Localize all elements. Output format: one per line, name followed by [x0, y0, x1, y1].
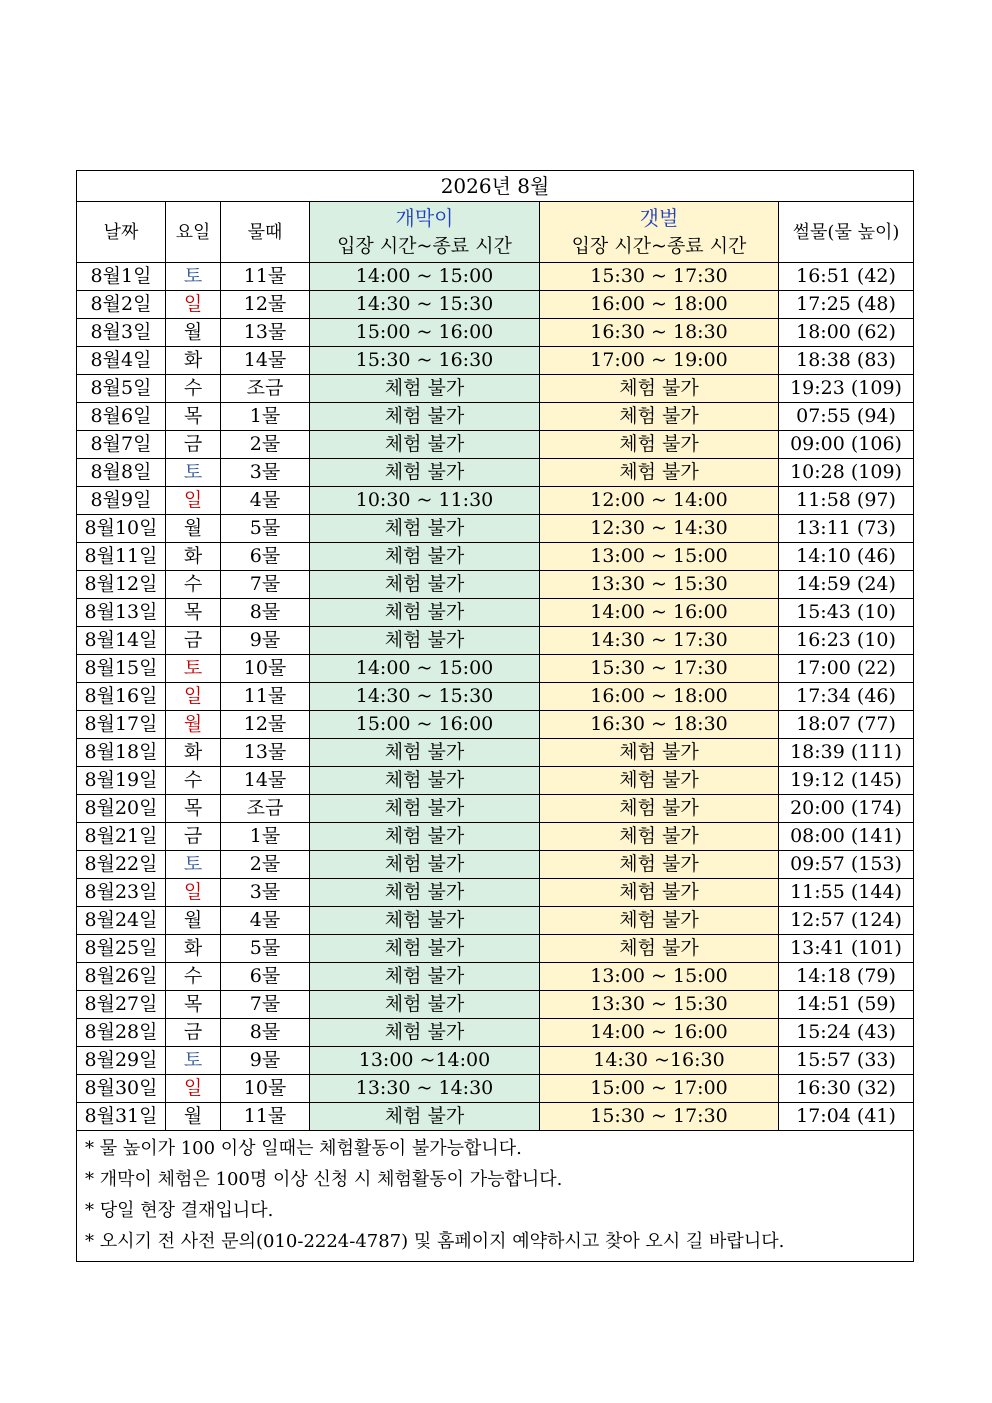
- tide-cell: 11물: [221, 263, 310, 291]
- flat-time-cell: 14:00 ~ 16:00: [540, 599, 779, 627]
- table-row: [77, 1019, 914, 1047]
- flat-time-cell: 체험 불가: [540, 795, 779, 823]
- mudflat-time-cell: 15:30 ~ 16:30: [310, 347, 540, 375]
- weekday-cell: 토: [166, 655, 221, 683]
- date-cell: 8월10일: [77, 515, 166, 543]
- low-tide-cell: 12:57 (124): [779, 907, 914, 935]
- date-cell: 8월21일: [77, 823, 166, 851]
- tide-cell: 10물: [221, 655, 310, 683]
- weekday-cell: 월: [166, 1103, 221, 1131]
- mudflat-time-cell: 체험 불가: [310, 599, 540, 627]
- flat-time-cell: 체험 불가: [540, 935, 779, 963]
- mudflat-group-title: 개막이: [395, 206, 454, 230]
- tide-cell: 조금: [221, 375, 310, 403]
- low-tide-cell: 16:30 (32): [779, 1075, 914, 1103]
- low-tide-cell: 11:58 (97): [779, 487, 914, 515]
- date-cell: 8월28일: [77, 1019, 166, 1047]
- low-tide-cell: 17:04 (41): [779, 1103, 914, 1131]
- flat-time-cell: 13:00 ~ 15:00: [540, 543, 779, 571]
- header-mudflat-group: [310, 202, 540, 263]
- weekday-cell: 목: [166, 403, 221, 431]
- weekday-cell: 수: [166, 571, 221, 599]
- flat-time-cell: 16:00 ~ 18:00: [540, 683, 779, 711]
- flat-time-cell: 17:00 ~ 19:00: [540, 347, 779, 375]
- low-tide-cell: 15:24 (43): [779, 1019, 914, 1047]
- low-tide-cell: 09:57 (153): [779, 851, 914, 879]
- tide-cell: 1물: [221, 823, 310, 851]
- table-row: [77, 907, 914, 935]
- mudflat-time-cell: 체험 불가: [310, 935, 540, 963]
- tide-cell: 10물: [221, 1075, 310, 1103]
- table-row: [77, 851, 914, 879]
- tide-cell: 4물: [221, 487, 310, 515]
- flat-time-cell: 14:00 ~ 16:00: [540, 1019, 779, 1047]
- tide-cell: 8물: [221, 1019, 310, 1047]
- mudflat-time-cell: 체험 불가: [310, 963, 540, 991]
- mudflat-time-cell: 체험 불가: [310, 851, 540, 879]
- flat-time-cell: 15:30 ~ 17:30: [540, 655, 779, 683]
- low-tide-cell: 13:41 (101): [779, 935, 914, 963]
- low-tide-cell: 17:00 (22): [779, 655, 914, 683]
- flat-time-cell: 12:00 ~ 14:00: [540, 487, 779, 515]
- mudflat-time-cell: 15:00 ~ 16:00: [310, 711, 540, 739]
- tide-cell: 13물: [221, 739, 310, 767]
- date-cell: 8월3일: [77, 319, 166, 347]
- date-cell: 8월16일: [77, 683, 166, 711]
- weekday-cell: 수: [166, 767, 221, 795]
- date-cell: 8월30일: [77, 1075, 166, 1103]
- date-cell: 8월5일: [77, 375, 166, 403]
- flat-time-cell: 14:30 ~16:30: [540, 1047, 779, 1075]
- date-cell: 8월14일: [77, 627, 166, 655]
- flat-time-cell: 15:30 ~ 17:30: [540, 1103, 779, 1131]
- tide-cell: 4물: [221, 907, 310, 935]
- weekday-cell: 목: [166, 599, 221, 627]
- table-row: [77, 991, 914, 1019]
- mudflat-time-cell: 체험 불가: [310, 403, 540, 431]
- header-low-tide: 썰물(물 높이): [779, 202, 914, 263]
- weekday-cell: 화: [166, 543, 221, 571]
- table-row: [77, 795, 914, 823]
- table-row: [77, 879, 914, 907]
- date-cell: 8월20일: [77, 795, 166, 823]
- date-cell: 8월15일: [77, 655, 166, 683]
- table-row: [77, 683, 914, 711]
- mudflat-time-cell: 체험 불가: [310, 571, 540, 599]
- mudflat-time-cell: 체험 불가: [310, 991, 540, 1019]
- date-cell: 8월27일: [77, 991, 166, 1019]
- table-row: [77, 823, 914, 851]
- mudflat-time-cell: 체험 불가: [310, 627, 540, 655]
- mudflat-time-cell: 체험 불가: [310, 375, 540, 403]
- schedule-table: [76, 170, 914, 1262]
- table-row: [77, 599, 914, 627]
- mudflat-time-cell: 체험 불가: [310, 515, 540, 543]
- weekday-cell: 금: [166, 1019, 221, 1047]
- table-row: [77, 543, 914, 571]
- table-row: [77, 403, 914, 431]
- low-tide-cell: 08:00 (141): [779, 823, 914, 851]
- weekday-cell: 일: [166, 1075, 221, 1103]
- weekday-cell: 금: [166, 627, 221, 655]
- flat-time-cell: 체험 불가: [540, 879, 779, 907]
- date-cell: 8월24일: [77, 907, 166, 935]
- flat-time-cell: 15:00 ~ 17:00: [540, 1075, 779, 1103]
- table-row: [77, 571, 914, 599]
- mudflat-time-cell: 체험 불가: [310, 431, 540, 459]
- low-tide-cell: 18:38 (83): [779, 347, 914, 375]
- tide-cell: 9물: [221, 1047, 310, 1075]
- tide-cell: 12물: [221, 711, 310, 739]
- low-tide-cell: 15:57 (33): [779, 1047, 914, 1075]
- header-weekday: 요일: [166, 202, 221, 263]
- low-tide-cell: 14:51 (59): [779, 991, 914, 1019]
- tide-cell: 5물: [221, 935, 310, 963]
- mudflat-time-cell: 14:00 ~ 15:00: [310, 263, 540, 291]
- date-cell: 8월8일: [77, 459, 166, 487]
- table-row: [77, 935, 914, 963]
- date-cell: 8월7일: [77, 431, 166, 459]
- flat-time-cell: 13:30 ~ 15:30: [540, 571, 779, 599]
- table-row: [77, 655, 914, 683]
- mudflat-time-cell: 체험 불가: [310, 823, 540, 851]
- tide-cell: 11물: [221, 683, 310, 711]
- weekday-cell: 목: [166, 991, 221, 1019]
- date-cell: 8월17일: [77, 711, 166, 739]
- tide-cell: 14물: [221, 347, 310, 375]
- flat-time-cell: 체험 불가: [540, 459, 779, 487]
- low-tide-cell: 15:43 (10): [779, 599, 914, 627]
- weekday-cell: 토: [166, 263, 221, 291]
- date-cell: 8월31일: [77, 1103, 166, 1131]
- date-cell: 8월22일: [77, 851, 166, 879]
- date-cell: 8월11일: [77, 543, 166, 571]
- flat-time-cell: 체험 불가: [540, 851, 779, 879]
- header-flat-group: [540, 202, 779, 263]
- flat-time-cell: 체험 불가: [540, 739, 779, 767]
- weekday-cell: 월: [166, 907, 221, 935]
- table-row: [77, 711, 914, 739]
- tide-schedule-sheet: [76, 170, 913, 1262]
- weekday-cell: 토: [166, 1047, 221, 1075]
- tide-cell: 7물: [221, 571, 310, 599]
- tide-cell: 13물: [221, 319, 310, 347]
- mudflat-time-cell: 체험 불가: [310, 879, 540, 907]
- table-row: [77, 347, 914, 375]
- date-cell: 8월23일: [77, 879, 166, 907]
- note-group-size: * 개막이 체험은 100명 이상 신청 시 체험활동이 가능합니다.: [85, 1169, 563, 1190]
- low-tide-cell: 16:51 (42): [779, 263, 914, 291]
- table-row: [77, 459, 914, 487]
- flat-time-cell: 13:30 ~ 15:30: [540, 991, 779, 1019]
- weekday-cell: 일: [166, 487, 221, 515]
- low-tide-cell: 19:12 (145): [779, 767, 914, 795]
- tide-cell: 11물: [221, 1103, 310, 1131]
- table-row: [77, 431, 914, 459]
- mudflat-time-cell: 13:00 ~14:00: [310, 1047, 540, 1075]
- weekday-cell: 금: [166, 823, 221, 851]
- notes-cell: [77, 1131, 914, 1262]
- table-row: [77, 319, 914, 347]
- low-tide-cell: 20:00 (174): [779, 795, 914, 823]
- table-row: [77, 375, 914, 403]
- tide-cell: 2물: [221, 851, 310, 879]
- table-row: [77, 627, 914, 655]
- date-cell: 8월2일: [77, 291, 166, 319]
- flat-time-cell: 16:30 ~ 18:30: [540, 319, 779, 347]
- weekday-cell: 일: [166, 683, 221, 711]
- note-payment: * 당일 현장 결재입니다.: [85, 1200, 274, 1221]
- flat-time-cell: 체험 불가: [540, 767, 779, 795]
- date-cell: 8월19일: [77, 767, 166, 795]
- flat-time-cell: 체험 불가: [540, 907, 779, 935]
- low-tide-cell: 18:07 (77): [779, 711, 914, 739]
- weekday-cell: 화: [166, 347, 221, 375]
- table-row: [77, 1075, 914, 1103]
- table-title: 2026년 8월: [77, 171, 914, 202]
- date-cell: 8월6일: [77, 403, 166, 431]
- mudflat-time-cell: 15:00 ~ 16:00: [310, 319, 540, 347]
- mudflat-time-cell: 14:30 ~ 15:30: [310, 291, 540, 319]
- date-cell: 8월29일: [77, 1047, 166, 1075]
- tide-cell: 5물: [221, 515, 310, 543]
- low-tide-cell: 19:23 (109): [779, 375, 914, 403]
- weekday-cell: 화: [166, 935, 221, 963]
- tide-cell: 9물: [221, 627, 310, 655]
- tide-cell: 12물: [221, 291, 310, 319]
- mudflat-time-cell: 13:30 ~ 14:30: [310, 1075, 540, 1103]
- tide-cell: 7물: [221, 991, 310, 1019]
- date-cell: 8월18일: [77, 739, 166, 767]
- mudflat-time-range-label: 입장 시간~종료 시간: [337, 235, 512, 257]
- flat-time-cell: 체험 불가: [540, 431, 779, 459]
- table-row: [77, 291, 914, 319]
- date-cell: 8월9일: [77, 487, 166, 515]
- low-tide-cell: 18:39 (111): [779, 739, 914, 767]
- weekday-cell: 월: [166, 319, 221, 347]
- low-tide-cell: 14:59 (24): [779, 571, 914, 599]
- mudflat-time-cell: 체험 불가: [310, 1103, 540, 1131]
- flat-time-cell: 체험 불가: [540, 403, 779, 431]
- flat-time-cell: 16:30 ~ 18:30: [540, 711, 779, 739]
- tide-cell: 3물: [221, 459, 310, 487]
- low-tide-cell: 16:23 (10): [779, 627, 914, 655]
- weekday-cell: 수: [166, 375, 221, 403]
- note-contact: * 오시기 전 사전 문의(010-2224-4787) 및 홈페이지 예약하시고 찾아 오시 길 바랍니다.: [85, 1231, 785, 1252]
- tide-cell: 8물: [221, 599, 310, 627]
- table-row: [77, 739, 914, 767]
- tide-cell: 1물: [221, 403, 310, 431]
- date-cell: 8월26일: [77, 963, 166, 991]
- date-cell: 8월13일: [77, 599, 166, 627]
- low-tide-cell: 10:28 (109): [779, 459, 914, 487]
- flat-time-cell: 체험 불가: [540, 823, 779, 851]
- weekday-cell: 금: [166, 431, 221, 459]
- weekday-cell: 토: [166, 459, 221, 487]
- low-tide-cell: 14:18 (79): [779, 963, 914, 991]
- low-tide-cell: 17:34 (46): [779, 683, 914, 711]
- low-tide-cell: 13:11 (73): [779, 515, 914, 543]
- mudflat-time-cell: 체험 불가: [310, 543, 540, 571]
- low-tide-cell: 09:00 (106): [779, 431, 914, 459]
- tide-cell: 조금: [221, 795, 310, 823]
- mudflat-time-cell: 14:00 ~ 15:00: [310, 655, 540, 683]
- weekday-cell: 화: [166, 739, 221, 767]
- low-tide-cell: 07:55 (94): [779, 403, 914, 431]
- flat-group-title: 갯벌: [639, 206, 679, 230]
- mudflat-time-cell: 체험 불가: [310, 907, 540, 935]
- tide-cell: 2물: [221, 431, 310, 459]
- low-tide-cell: 14:10 (46): [779, 543, 914, 571]
- tide-cell: 6물: [221, 543, 310, 571]
- weekday-cell: 수: [166, 963, 221, 991]
- mudflat-time-cell: 체험 불가: [310, 1019, 540, 1047]
- table-row: [77, 1047, 914, 1075]
- mudflat-time-cell: 체험 불가: [310, 767, 540, 795]
- flat-time-cell: 15:30 ~ 17:30: [540, 263, 779, 291]
- weekday-cell: 목: [166, 795, 221, 823]
- mudflat-time-cell: 체험 불가: [310, 795, 540, 823]
- mudflat-time-cell: 체험 불가: [310, 459, 540, 487]
- flat-time-cell: 14:30 ~ 17:30: [540, 627, 779, 655]
- header-tide: 물때: [221, 202, 310, 263]
- mudflat-time-cell: 14:30 ~ 15:30: [310, 683, 540, 711]
- weekday-cell: 일: [166, 879, 221, 907]
- flat-time-cell: 13:00 ~ 15:00: [540, 963, 779, 991]
- tide-cell: 14물: [221, 767, 310, 795]
- header-date: 날짜: [77, 202, 166, 263]
- table-row: [77, 767, 914, 795]
- table-row: [77, 263, 914, 291]
- note-water-height: * 물 높이가 100 이상 일때는 체험활동이 불가능합니다.: [85, 1138, 522, 1159]
- table-row: [77, 487, 914, 515]
- weekday-cell: 토: [166, 851, 221, 879]
- mudflat-time-cell: 10:30 ~ 11:30: [310, 487, 540, 515]
- weekday-cell: 월: [166, 515, 221, 543]
- date-cell: 8월25일: [77, 935, 166, 963]
- low-tide-cell: 11:55 (144): [779, 879, 914, 907]
- table-row: [77, 515, 914, 543]
- weekday-cell: 월: [166, 711, 221, 739]
- flat-time-range-label: 입장 시간~종료 시간: [571, 235, 747, 257]
- tide-cell: 6물: [221, 963, 310, 991]
- table-row: [77, 963, 914, 991]
- mudflat-time-cell: 체험 불가: [310, 739, 540, 767]
- date-cell: 8월4일: [77, 347, 166, 375]
- flat-time-cell: 체험 불가: [540, 375, 779, 403]
- date-cell: 8월12일: [77, 571, 166, 599]
- low-tide-cell: 17:25 (48): [779, 291, 914, 319]
- table-row: [77, 1103, 914, 1131]
- flat-time-cell: 16:00 ~ 18:00: [540, 291, 779, 319]
- flat-time-cell: 12:30 ~ 14:30: [540, 515, 779, 543]
- tide-cell: 3물: [221, 879, 310, 907]
- date-cell: 8월1일: [77, 263, 166, 291]
- low-tide-cell: 18:00 (62): [779, 319, 914, 347]
- weekday-cell: 일: [166, 291, 221, 319]
